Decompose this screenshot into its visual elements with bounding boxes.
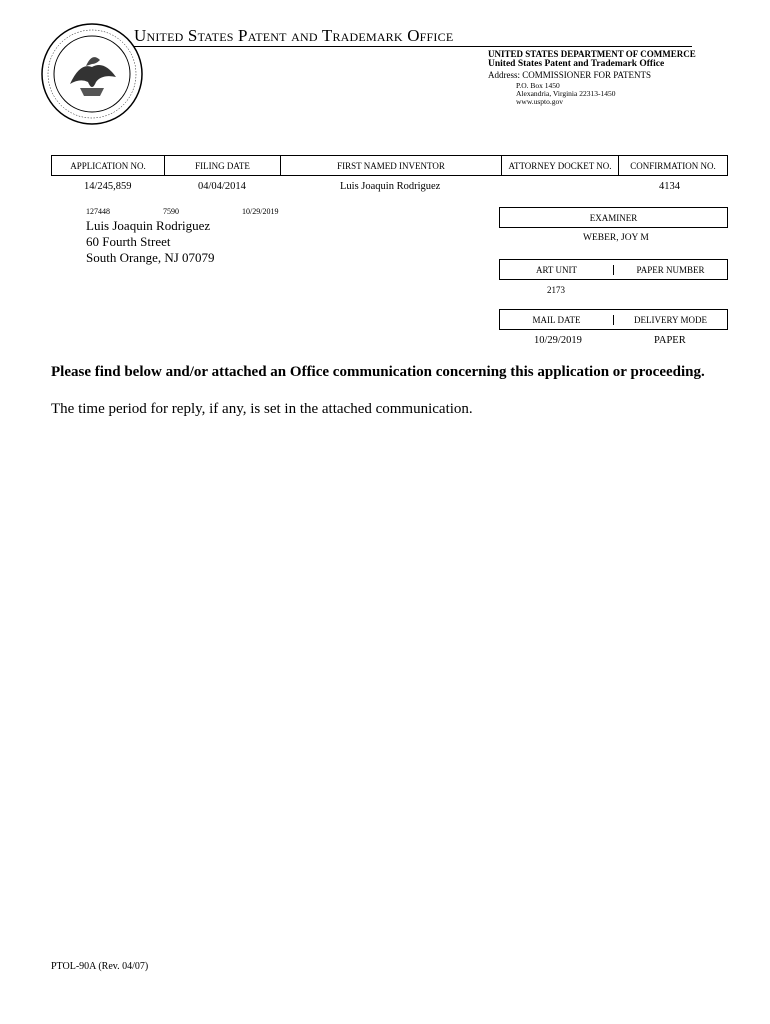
art-unit-label: ART UNIT — [500, 265, 614, 275]
customer-no: 127448 — [86, 207, 110, 216]
header-attorney-docket-no: ATTORNEY DOCKET NO. — [502, 156, 619, 175]
delivery-mode-label: DELIVERY MODE — [634, 314, 707, 325]
mail-date: 10/29/2019 — [534, 335, 582, 346]
website: www.uspto.gov — [516, 97, 564, 106]
confirmation-no: 4134 — [659, 181, 680, 192]
department-name: UNITED STATES DEPARTMENT OF COMMERCE — [488, 49, 696, 59]
paper-number-label: PAPER NUMBER — [636, 264, 705, 275]
reply-period-text: The time period for reply, if any, is set in the attached communication. — [51, 401, 473, 417]
examiner-label: EXAMINER — [589, 212, 638, 223]
correspondence-date: 10/29/2019 — [242, 207, 279, 216]
art-unit-header — [499, 259, 728, 280]
header-first-named-inventor: FIRST NAMED INVENTOR — [281, 156, 502, 175]
mail-date-label: MAIL DATE — [500, 315, 614, 325]
examiner-label-box — [499, 207, 728, 228]
header-filing-date: FILING DATE — [165, 156, 281, 175]
first-named-inventor: Luis Joaquin Rodriguez — [340, 181, 441, 192]
uspto-seal — [40, 22, 144, 126]
examiner-name: WEBER, JOY M — [583, 233, 649, 243]
office-communication-notice: Please find below and/or attached an Office communication concerning this application or proceeding. — [51, 364, 705, 380]
addressee-street: 60 Fourth Street — [86, 234, 171, 249]
delivery-mode: PAPER — [654, 335, 686, 346]
form-id: PTOL-90A (Rev. 04/07) — [51, 961, 149, 972]
seal-icon — [40, 22, 144, 126]
header-application-no: APPLICATION NO. — [52, 156, 165, 175]
address-prefix: Address: — [488, 70, 520, 80]
title-rule — [134, 46, 692, 47]
header-confirmation-no: CONFIRMATION NO. — [630, 160, 716, 171]
application-no: 14/245,859 — [84, 181, 132, 192]
address-line — [488, 70, 651, 81]
correspondence-code: 7590 — [163, 207, 179, 216]
po-box: P.O. Box 1450 — [516, 81, 560, 90]
addressee-city: South Orange, NJ 07079 — [86, 250, 215, 265]
city-line: Alexandria, Virginia 22313-1450 — [516, 89, 616, 98]
application-header-table — [51, 155, 728, 176]
pto-name: United States Patent and Trademark Office — [488, 59, 665, 69]
address-name: COMMISSIONER FOR PATENTS — [522, 70, 651, 80]
art-unit-value: 2173 — [547, 285, 565, 295]
mail-header — [499, 309, 728, 330]
addressee-name: Luis Joaquin Rodriguez — [86, 218, 211, 233]
office-title: United States Patent and Trademark Office — [134, 26, 454, 45]
filing-date: 04/04/2014 — [198, 181, 246, 192]
